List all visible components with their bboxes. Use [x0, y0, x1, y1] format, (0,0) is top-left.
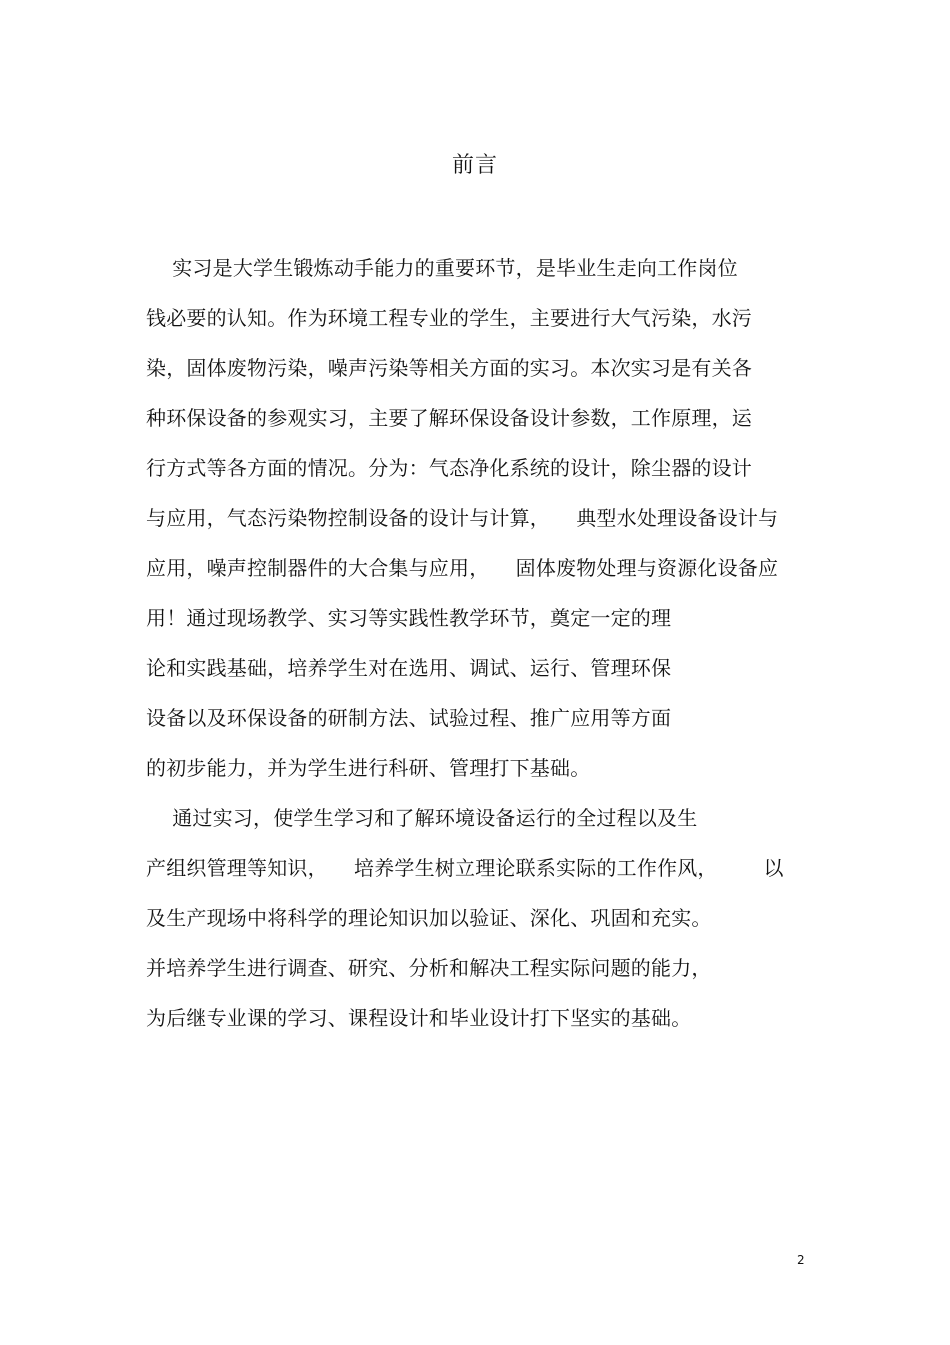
text-line: 钱必要的认知。作为环境工程专业的学生，主要进行大气污染，水污 [146, 306, 752, 330]
page-title: 前言 [451, 153, 498, 178]
text-line: 的初步能力，并为学生进行科研、管理打下基础。 [146, 756, 591, 780]
text-line: 论和实践基础，培养学生对在选用、调试、运行、管理环保 [146, 656, 672, 680]
text-line: 染，固体废物污染，噪声污染等相关方面的实习。本次实习是有关各 [146, 356, 752, 380]
text-line: 及生产现场中将科学的理论知识加以验证、深化、巩固和充实。 [146, 906, 712, 930]
text-line: 通过实习，使学生学习和了解环境设备运行的全过程以及生 [146, 806, 698, 830]
page-number: 2 [797, 1253, 805, 1267]
text-line: 种环保设备的参观实习，主要了解环保设备设计参数，工作原理，运 [146, 406, 752, 430]
text-line: 产组织管理等知识， 培养学生树立理论联系实际的工作作风， 以 [146, 856, 784, 880]
text-line: 与应用，气态污染物控制设备的设计与计算， 典型水处理设备设计与 [146, 506, 779, 530]
text-line: 设备以及环保设备的研制方法、试验过程、推广应用等方面 [146, 706, 672, 730]
text-line: 实习是大学生锻炼动手能力的重要环节，是毕业生走向工作岗位 [146, 256, 738, 280]
text-line: 用！通过现场教学、实习等实践性教学环节，奠定一定的理 [146, 606, 672, 630]
text-line: 行方式等各方面的情况。分为：气态净化系统的设计，除尘器的设计 [146, 456, 752, 480]
text-line: 应用，噪声控制器件的大合集与应用， 固体废物处理与资源化设备应 [146, 556, 779, 580]
body-text [146, 253, 816, 1053]
text-line: 并培养学生进行调查、研究、分析和解决工程实际问题的能力， [146, 956, 712, 980]
text-line: 为后继专业课的学习、课程设计和毕业设计打下坚实的基础。 [146, 1006, 692, 1030]
